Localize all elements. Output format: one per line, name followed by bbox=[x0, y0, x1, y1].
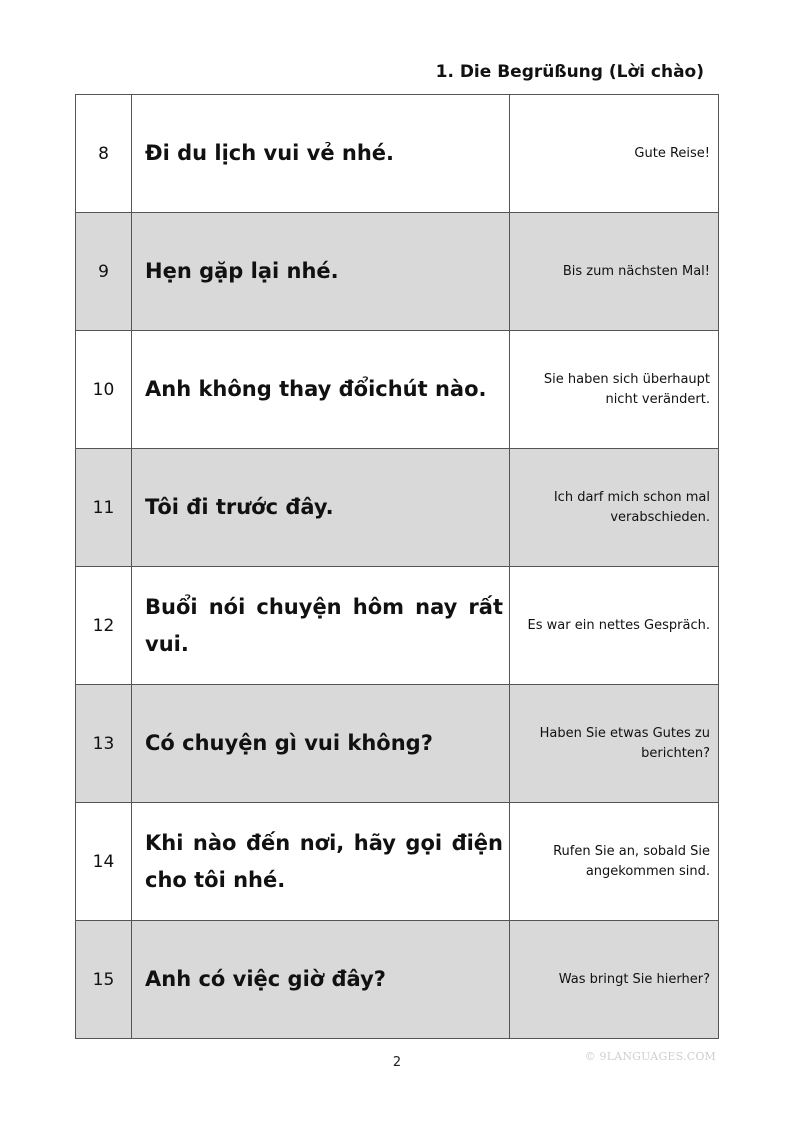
vietnamese-phrase: Anh có việc giờ đây? bbox=[145, 967, 386, 991]
row-number: 9 bbox=[76, 213, 132, 331]
german-translation: Ich darf mich schon mal verabschieden. bbox=[553, 489, 710, 525]
table-row bbox=[76, 331, 719, 449]
row-number: 8 bbox=[76, 95, 132, 213]
page-title: 1. Die Begrüßung (Lời chào) bbox=[435, 62, 704, 82]
german-translation: Sie haben sich überhaupt nicht verändert. bbox=[543, 371, 710, 407]
vietnamese-phrase: Khi nào đến nơi, hãy gọi điện cho tôi nhé. bbox=[145, 830, 503, 892]
table-row bbox=[76, 95, 719, 213]
watermark: © 9LANGUAGES.COM bbox=[584, 1050, 716, 1063]
german-translation: Rufen Sie an, sobald Sie angekommen sind. bbox=[553, 843, 710, 879]
vietnamese-phrase: Anh không thay đổichút nào. bbox=[145, 377, 487, 401]
german-translation: Bis zum nächsten Mal! bbox=[562, 263, 710, 279]
vietnamese-phrase: Tôi đi trước đây. bbox=[145, 495, 334, 519]
row-number: 10 bbox=[76, 331, 132, 449]
german-translation: Haben Sie etwas Gutes zu berichten? bbox=[539, 725, 710, 761]
table-row bbox=[76, 803, 719, 921]
row-number: 13 bbox=[76, 685, 132, 803]
table-row bbox=[76, 449, 719, 567]
german-translation: Was bringt Sie hierher? bbox=[558, 971, 710, 987]
table-row bbox=[76, 567, 719, 685]
table-row bbox=[76, 213, 719, 331]
table-row bbox=[76, 921, 719, 1039]
vietnamese-phrase: Hẹn gặp lại nhé. bbox=[145, 259, 339, 283]
vietnamese-phrase: Buổi nói chuyện hôm nay rất vui. bbox=[145, 594, 503, 656]
vietnamese-phrase: Đi du lịch vui vẻ nhé. bbox=[145, 141, 395, 165]
row-number: 14 bbox=[76, 803, 132, 921]
row-number: 11 bbox=[76, 449, 132, 567]
table-row bbox=[76, 685, 719, 803]
german-translation: Gute Reise! bbox=[634, 145, 710, 161]
page-number: 2 bbox=[392, 1055, 402, 1070]
vietnamese-phrase: Có chuyện gì vui không? bbox=[145, 731, 433, 755]
german-translation: Es war ein nettes Gespräch. bbox=[527, 617, 710, 633]
phrase-table bbox=[75, 94, 719, 1039]
row-number: 12 bbox=[76, 567, 132, 685]
row-number: 15 bbox=[76, 921, 132, 1039]
